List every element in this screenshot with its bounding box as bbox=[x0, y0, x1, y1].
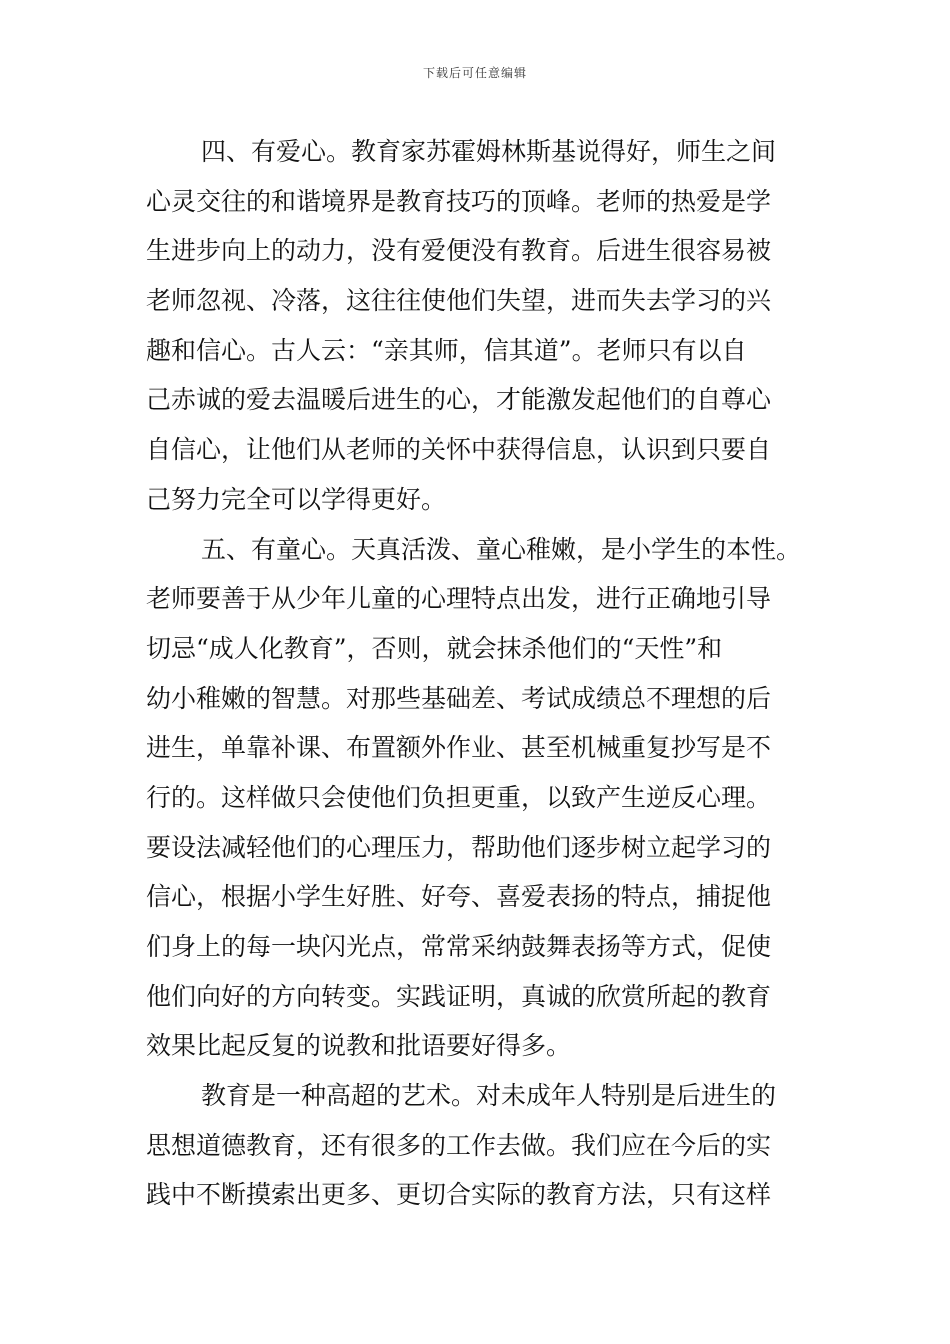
text-line: 践中不断摸索出更多、更切合实际的教育方法，只有这样 bbox=[146, 1180, 772, 1210]
text-line: 老师忽视、冷落，这往往使他们失望，进而失去学习的兴 bbox=[146, 286, 772, 316]
page-header-note: 下载后可任意编辑 bbox=[422, 66, 527, 80]
text-line: 切忌“成人化教育”，否则，就会抹杀他们的“天性”和 bbox=[146, 633, 723, 663]
document-body bbox=[146, 127, 806, 1220]
text-line: 幼小稚嫩的智慧。对那些基础差、考试成绩总不理想的后 bbox=[146, 683, 772, 713]
text-line: 五、有童心。天真活泼、童心稚嫩，是小学生的本性。 bbox=[201, 534, 802, 564]
text-line: 趣和信心。古人云：“亲其师，信其道”。老师只有以自 bbox=[146, 335, 747, 365]
text-line: 行的。这样做只会使他们负担更重，以致产生逆反心理。 bbox=[146, 782, 772, 812]
text-line: 四、有爱心。教育家苏霍姆林斯基说得好，师生之间 bbox=[201, 137, 777, 166]
text-line: 信心，根据小学生好胜、好夸、喜爱表扬的特点，捕捉他 bbox=[146, 882, 772, 912]
text-line: 老师要善于从少年儿童的心理特点出发，进行正确地引导 bbox=[146, 584, 772, 614]
text-line: 们身上的每一块闪光点，常常采纳鼓舞表扬等方式，促使 bbox=[146, 932, 772, 961]
text-line: 要设法减轻他们的心理压力，帮助他们逐步树立起学习的 bbox=[146, 832, 772, 862]
text-line: 自信心，让他们从老师的关怀中获得信息，认识到只要自 bbox=[146, 435, 772, 465]
text-line: 己赤诚的爱去温暖后进生的心，才能激发起他们的自尊心 bbox=[146, 385, 772, 415]
text-line: 心灵交往的和谐境界是教育技巧的顶峰。老师的热爱是学 bbox=[146, 186, 772, 216]
text-line: 他们向好的方向转变。实践证明，真诚的欣赏所起的教育 bbox=[146, 981, 772, 1011]
text-line: 己努力完全可以学得更好。 bbox=[146, 484, 447, 514]
text-line: 教育是一种高超的艺术。对未成年人特别是后进生的 bbox=[201, 1081, 777, 1111]
text-line: 生进步向上的动力，没有爱便没有教育。后进生很容易被 bbox=[146, 236, 772, 266]
text-line: 进生，单靠补课、布置额外作业、甚至机械重复抄写是不 bbox=[146, 733, 772, 763]
text-line: 思想道德教育，还有很多的工作去做。我们应在今后的实 bbox=[146, 1130, 772, 1160]
text-line: 效果比起反复的说教和批语要好得多。 bbox=[146, 1031, 572, 1061]
